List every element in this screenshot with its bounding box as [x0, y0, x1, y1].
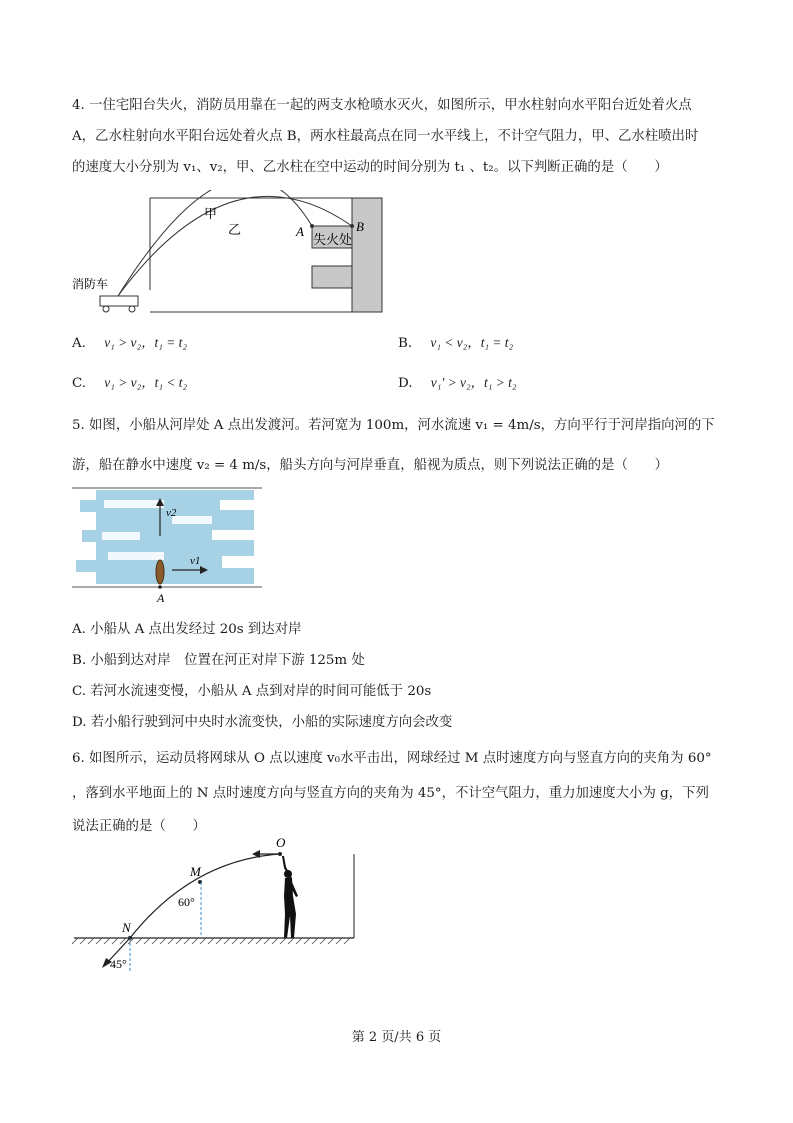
- q6-angle-45: 45°: [110, 957, 127, 971]
- q5-figure: [72, 486, 262, 606]
- q4-point-A: [310, 224, 314, 228]
- q6-point-O: [278, 852, 282, 856]
- q4-fire-label: 失火处: [313, 232, 353, 247]
- q4-label-yi: 乙: [228, 222, 242, 237]
- q5-label-v1: v1: [190, 555, 201, 567]
- q4-line-3: 的速度大小分别为 v₁、v₂，甲、乙水柱在空中运动的时间分别为 t₁ 、t₂。以下判断正确的是（ ）: [72, 160, 668, 175]
- q6-trajectory: [130, 854, 280, 938]
- page-footer: 第 2 页/共 6 页: [351, 1030, 442, 1045]
- q6-label-M: M: [190, 864, 201, 879]
- q4-figure: [70, 190, 390, 318]
- q4-label-A: A: [296, 224, 304, 239]
- q5-label-v2: v2: [166, 507, 177, 519]
- q6-label-N: N: [122, 920, 131, 935]
- q5-option-D: D. 若小船行驶到河中央时水流变快，小船的实际速度方向会改变: [72, 715, 453, 730]
- q4-point-B: [350, 224, 354, 228]
- q5-line-1: 5. 如图，小船从河岸处 A 点出发渡河。若河宽为 100m，河水流速 v₁ = 4m/s，方向平行于河岸指向河的下: [72, 418, 715, 433]
- q4-truck: [100, 296, 138, 306]
- q5-option-A: A. 小船从 A 点出发经过 20s 到达对岸: [72, 622, 302, 637]
- q4-balcony-lower: [312, 266, 352, 288]
- q4-truck-label: 消防车: [72, 277, 109, 291]
- q5-option-B: B. 小船到达对岸 位置在河正对岸下游 125m 处: [72, 653, 365, 668]
- q5-line-2: 游，船在静水中速度 v₂ = 4 m/s，船头方向与河岸垂直，船视为质点，则下列说法正确的是（ ）: [72, 458, 669, 473]
- q4-label-B: B: [356, 219, 364, 234]
- q6-line-3: 说法正确的是（ ）: [72, 819, 206, 834]
- q4-wall: [352, 198, 382, 312]
- q6-label-O: O: [276, 835, 286, 850]
- q6-angle-60: 60°: [178, 895, 195, 909]
- q4-option-A: A. v₁ > v₂，t₁ = t₂: [72, 335, 188, 351]
- q5-boat: [156, 560, 164, 584]
- q4-option-D: D. v₁′ > v₂，t₁ > t₂: [398, 375, 517, 391]
- q4-option-B: B. v₁ < v₂，t₁ = t₂: [398, 335, 514, 351]
- q4-truck-wheel-2: [129, 306, 135, 312]
- q6-line-2: ，落到水平地面上的 N 点时速度方向与竖直方向的夹角为 45°，不计空气阻力，重力加速度大小为 g，下列: [72, 786, 709, 801]
- q6-figure: [72, 834, 362, 974]
- q4-line-2: A，乙水柱射向水平阳台远处着火点 B，两水柱最高点在同一水平线上，不计空气阻力，甲、乙水柱喷出时: [72, 129, 699, 144]
- q4-truck-wheel-1: [103, 306, 109, 312]
- q6-line-1: 6. 如图所示，运动员将网球从 O 点以速度 v₀水平击出，网球经过 M 点时速度方向与竖直方向的夹角为 60°: [72, 751, 712, 766]
- q5-option-C: C. 若河水流速变慢，小船从 A 点到对岸的时间可能低于 20s: [72, 684, 432, 699]
- q5-label-A: A: [157, 591, 165, 605]
- q5-point-A: [158, 585, 162, 589]
- q4-line-1: 4. 一住宅阳台失火，消防员用靠在一起的两支水枪喷水灭火，如图所示，甲水柱射向水平阳台近处着火点: [72, 98, 692, 113]
- q6-player: [282, 856, 298, 938]
- q4-label-jia: 甲: [204, 206, 218, 221]
- q4-option-C: C. v₁ > v₂，t₁ < t₂: [72, 375, 188, 391]
